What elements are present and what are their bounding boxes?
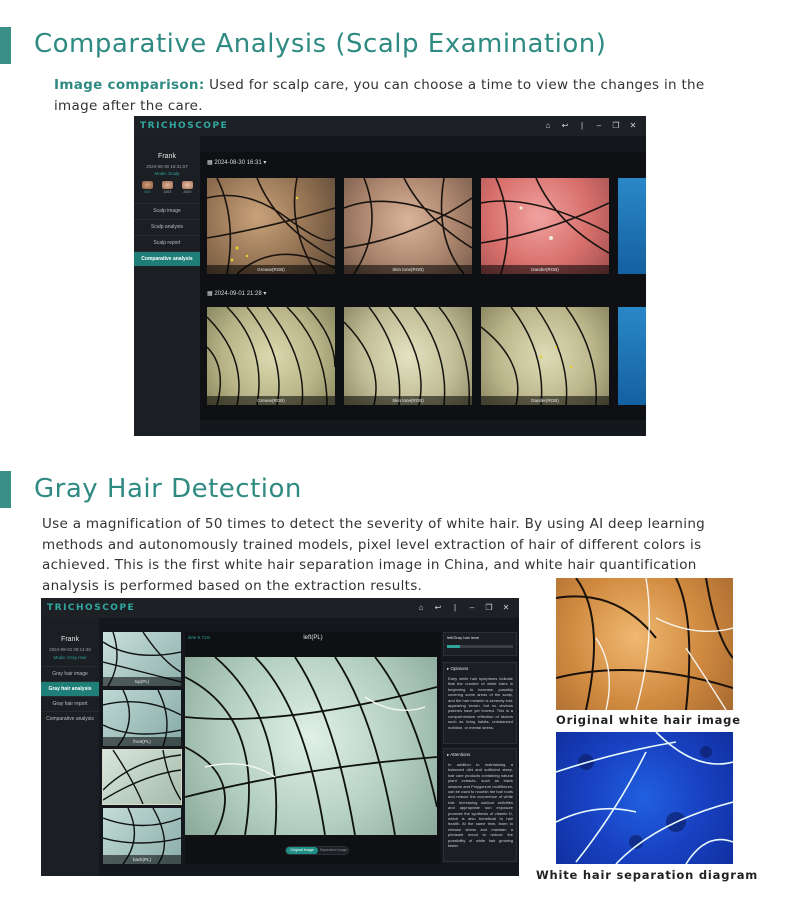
opinions-text: Early white hair symptoms indicate that the number of white hairs is beginning to increase, possibly covering some areas of the scalp, and the hair melanin is severely lost, appearing brown, but no obvious patches have yet formed. This is a comprehensive reflection of factors such as living habits, unbalanced nutrition, or mental stress.: [448, 676, 513, 730]
sidebar: [41, 618, 99, 876]
hair-pattern: [207, 178, 335, 274]
image-label: Grease(RGB): [207, 265, 335, 274]
nav-comparative-analysis[interactable]: Comparative analysis: [134, 251, 200, 266]
back-icon[interactable]: ↩: [434, 603, 442, 612]
user-date: 2024-09-02 09:14:40: [49, 647, 91, 652]
image-label: Dander(RGB): [481, 396, 609, 405]
thumb-label: back(PL): [103, 855, 181, 864]
hair-pattern: [344, 178, 472, 274]
section-accent-bar: [0, 471, 11, 508]
image-toggle: [285, 846, 349, 855]
close-icon[interactable]: ✕: [502, 603, 510, 612]
caption-original: Original white hair image: [556, 713, 741, 727]
image-grease-2[interactable]: [207, 307, 335, 405]
nav-gray-hair-analysis[interactable]: Gray hair analysis: [41, 681, 99, 696]
minimize-icon[interactable]: –: [469, 603, 475, 612]
app-window-gray-hair: [41, 598, 519, 876]
image-label: Grease(RGB): [207, 396, 335, 405]
attentions-box: [443, 748, 517, 862]
nav-scalp-report[interactable]: Scalp report: [134, 235, 200, 250]
nav-gray-hair-report[interactable]: Gray hair report: [41, 696, 99, 711]
thumb-label: front(PL): [103, 737, 181, 746]
opinions-heading: ▸ Opinions: [447, 666, 469, 671]
viewer-badge: ilete 9.71%: [188, 635, 211, 640]
calendar-icon: ▦: [207, 291, 213, 297]
calendar-icon: ▦: [207, 160, 213, 166]
thumbnail-column: [103, 632, 181, 864]
main-hair-image[interactable]: [185, 657, 437, 835]
user-mode: Mode: Scalp: [154, 171, 180, 176]
hair-pattern: [481, 178, 609, 274]
image-grease-1[interactable]: [207, 178, 335, 274]
hair-pattern: [207, 307, 335, 405]
image-partial-2[interactable]: [618, 307, 646, 405]
title-bar: [134, 116, 646, 136]
restore-icon[interactable]: ❐: [485, 603, 493, 612]
viewer-title: left(PL): [303, 635, 323, 641]
user-mode: Mode: Gray Hair: [53, 655, 87, 660]
window-controls: [416, 602, 511, 613]
thumb-row: [142, 181, 194, 197]
image-dander-1[interactable]: [481, 178, 609, 274]
section-title-comparative: Comparative Analysis (Scalp Examination): [34, 29, 607, 59]
attentions-heading-text: Attentions: [450, 752, 471, 757]
image-skintone-2[interactable]: [344, 307, 472, 405]
opinions-heading-text: Opinions: [450, 666, 469, 671]
chevron-down-icon: ▾: [263, 291, 267, 297]
brand-logo: TRICHOSCOPE: [47, 603, 136, 613]
attentions-text: In addition to maintaining a balanced diet and sufficient sleep, hair care products containing natural plant extracts, such as black sesame and Polygonum multiflorum, can be used to nourish the hair roots and reduce the occurrence of white hair. Increasing outdoor activities and appropriate sun exposure promote the synthesis of vitamin D, which is also beneficial to hair health. At the same time, learn to release stress and maintain a pleasant mood to reduce the possibility of white hair growing faster.: [448, 762, 513, 849]
thumb-left-selected[interactable]: [103, 750, 181, 804]
hair-pattern: [103, 750, 181, 804]
opinions-box: [443, 662, 517, 744]
analysis-panel: [443, 632, 517, 864]
brand-logo: TRICHOSCOPE: [140, 121, 229, 131]
image-dander-2[interactable]: [481, 307, 609, 405]
nav-scalp-analysis[interactable]: Scalp analysis: [134, 219, 200, 234]
restore-icon[interactable]: ❐: [612, 121, 620, 130]
hair-pattern: [556, 578, 733, 710]
thumb-label: top(PL): [103, 677, 181, 686]
thumb-100x[interactable]: [162, 181, 173, 189]
toggle-separated-image[interactable]: Separated image: [319, 848, 348, 852]
session-date-2-text: 2024-09-01 21:28: [214, 291, 262, 297]
nav-gray-hair-image[interactable]: Gray hair image: [41, 666, 99, 681]
sidebar: [134, 136, 200, 436]
intro-label: Image comparison:: [54, 77, 205, 93]
thumb-label-50x: 50X: [144, 190, 151, 194]
image-label: Skin tone(RGB): [344, 396, 472, 405]
separator-icon: |: [453, 603, 457, 612]
nav-comparative-analysis[interactable]: Comparative analysis: [41, 711, 99, 726]
thumb-label-200x: 200X: [183, 190, 192, 194]
hair-pattern: [481, 307, 609, 405]
session-date-1[interactable]: [207, 158, 266, 168]
thumb-back[interactable]: [103, 808, 181, 864]
image-partial-1[interactable]: [618, 178, 646, 274]
home-icon[interactable]: ⌂: [545, 121, 551, 130]
section-title-gray-hair: Gray Hair Detection: [34, 474, 302, 504]
session-date-2[interactable]: [207, 289, 266, 299]
thumb-top[interactable]: [103, 632, 181, 686]
thumb-front[interactable]: [103, 690, 181, 746]
caption-separation: White hair separation diagram: [536, 868, 759, 882]
image-label: Skin tone(RGB): [344, 265, 472, 274]
thumb-label-100x: 100X: [163, 190, 172, 194]
level-bar: [447, 645, 513, 648]
image-label: Dander(RGB): [481, 265, 609, 274]
chevron-down-icon: ▾: [263, 160, 267, 166]
minimize-icon[interactable]: –: [596, 121, 602, 130]
separator-icon: |: [580, 121, 584, 130]
white-hair-separation-diagram: [556, 732, 733, 864]
app-window-comparative: [134, 116, 646, 436]
close-icon[interactable]: ✕: [629, 121, 637, 130]
home-icon[interactable]: ⌂: [418, 603, 424, 612]
hair-pattern: [556, 732, 733, 864]
user-name: Frank: [158, 153, 176, 160]
level-bar-fill: [447, 645, 460, 648]
thumb-50x[interactable]: [142, 181, 153, 189]
comparison-content: [200, 152, 646, 420]
thumb-200x[interactable]: [182, 181, 193, 189]
window-controls: [543, 120, 638, 131]
comparison-intro: [54, 75, 734, 116]
original-white-hair-image: [556, 578, 733, 710]
gray-hair-description: Use a magnification of 50 times to detect the severity of white hair. By using AI deep learning methods and autonomously trained models, pixel level extraction of hair of different colors is achieved. This is the first white hair separation image in China, and white hair quantification analysis is performed based on the extraction results.: [42, 516, 706, 594]
user-date: 2024-08-30 16:31:57: [146, 164, 188, 169]
attentions-heading: ▸ Attentions: [447, 752, 471, 757]
image-viewer: [185, 632, 441, 864]
toggle-original-image[interactable]: Original image: [286, 847, 318, 854]
user-name: Frank: [61, 636, 79, 643]
hair-pattern: [185, 657, 437, 835]
hair-pattern: [344, 307, 472, 405]
gray-hair-level-box: [443, 632, 517, 656]
session-date-1-text: 2024-08-30 16:31: [214, 160, 262, 166]
nav-scalp-image[interactable]: Scalp image: [134, 203, 200, 218]
back-icon[interactable]: ↩: [561, 121, 569, 130]
intro-text: Used for scalp care, you can choose a time to view the changes in the image after the care.: [54, 77, 705, 114]
title-bar: [41, 598, 519, 618]
section-accent-bar: [0, 27, 11, 64]
level-label: left/Gray hair level: [447, 635, 480, 640]
image-skintone-1[interactable]: [344, 178, 472, 274]
